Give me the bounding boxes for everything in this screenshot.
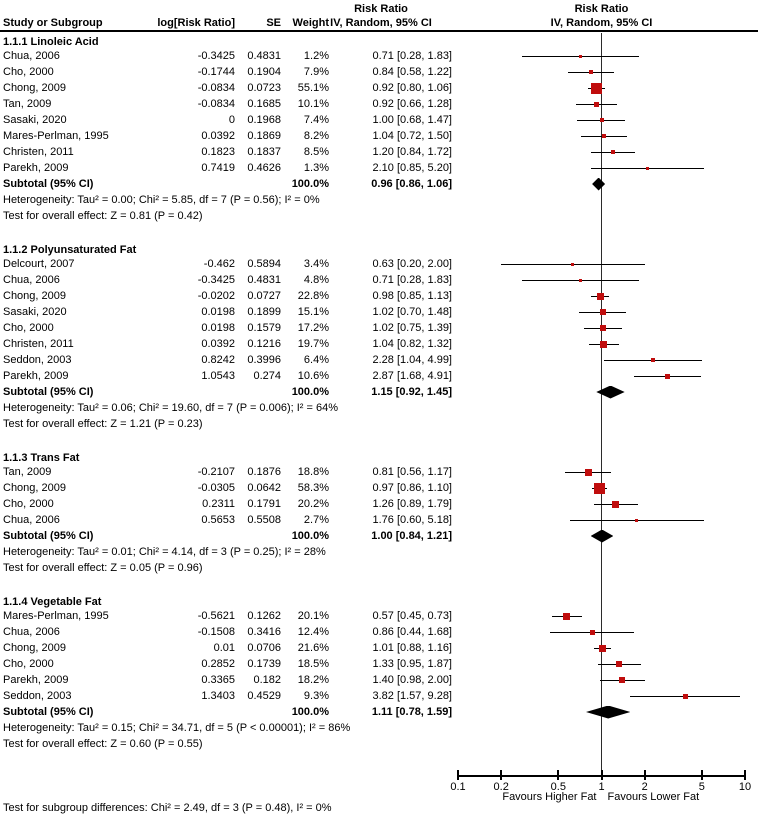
overall-effect-text: Test for overall effect: Z = 0.05 (P = 0.96) xyxy=(3,562,203,574)
study-log-rr: -0.0305 xyxy=(197,482,235,494)
study-weight: 2.7% xyxy=(303,514,329,526)
study-name: Parekh, 2009 xyxy=(3,674,69,686)
study-name: Seddon, 2003 xyxy=(3,690,72,702)
study-name: Cho, 2000 xyxy=(3,322,54,334)
subtotal-label: Subtotal (95% CI) xyxy=(3,386,94,398)
overall-effect-row xyxy=(0,736,758,752)
study-weight: 8.2% xyxy=(303,130,329,142)
study-row xyxy=(0,80,758,96)
study-row xyxy=(0,496,758,512)
study-ci: 1.26 [0.89, 1.79] xyxy=(372,498,452,510)
axis-tick xyxy=(701,770,703,780)
heterogeneity-text: Heterogeneity: Tau² = 0.06; Chi² = 19.60, df = 7 (P = 0.006); I² = 64% xyxy=(3,402,338,414)
study-name: Chong, 2009 xyxy=(3,290,66,302)
section-title: 1.1.2 Polyunsaturated Fat xyxy=(3,244,137,256)
study-name: Sasaki, 2020 xyxy=(3,114,67,126)
study-weight: 7.4% xyxy=(303,114,329,126)
study-name: Chua, 2006 xyxy=(3,50,60,62)
study-se: 0.4831 xyxy=(247,274,281,286)
study-ci: 0.84 [0.58, 1.22] xyxy=(372,66,452,78)
effect-square xyxy=(571,263,574,266)
study-ci: 0.92 [0.80, 1.06] xyxy=(372,82,452,94)
study-weight: 58.3% xyxy=(297,482,329,494)
study-weight: 1.3% xyxy=(303,162,329,174)
study-weight: 18.8% xyxy=(297,466,329,478)
study-se: 0.0723 xyxy=(247,82,281,94)
study-ci: 0.57 [0.45, 0.73] xyxy=(372,610,452,622)
study-se: 0.1876 xyxy=(247,466,281,478)
column-header-iv-random-ci: IV, Random, 95% CI xyxy=(330,17,432,29)
effect-square xyxy=(635,519,638,522)
study-name: Mares-Perlman, 1995 xyxy=(3,130,109,142)
study-weight: 10.1% xyxy=(297,98,329,110)
study-se: 0.0642 xyxy=(247,482,281,494)
study-ci: 0.98 [0.85, 1.13] xyxy=(372,290,452,302)
study-se: 0.5894 xyxy=(247,258,281,270)
subtotal-row xyxy=(0,176,758,192)
study-log-rr: -0.1508 xyxy=(197,626,235,638)
effect-square xyxy=(599,645,606,652)
column-header-study: Study or Subgroup xyxy=(3,17,103,29)
axis-tick-label: 10 xyxy=(738,781,752,793)
study-log-rr: 0.01 xyxy=(213,642,235,654)
subtotal-label: Subtotal (95% CI) xyxy=(3,706,94,718)
study-name: Chua, 2006 xyxy=(3,626,60,638)
study-log-rr: -0.0202 xyxy=(197,290,235,302)
study-ci: 1.40 [0.98, 2.00] xyxy=(372,674,452,686)
study-weight: 17.2% xyxy=(297,322,329,334)
effect-square xyxy=(585,469,592,476)
study-name: Chua, 2006 xyxy=(3,274,60,286)
study-ci: 1.02 [0.70, 1.48] xyxy=(372,306,452,318)
study-ci: 1.04 [0.72, 1.50] xyxy=(372,130,452,142)
effect-square xyxy=(579,279,582,282)
subtotal-weight: 100.0% xyxy=(291,706,329,718)
subgroup-differences-test: Test for subgroup differences: Chi² = 2.49, df = 3 (P = 0.48), I² = 0% xyxy=(3,802,332,814)
favours-right-label: Favours Lower Fat xyxy=(607,791,700,803)
heterogeneity-row xyxy=(0,400,758,416)
study-weight: 19.7% xyxy=(297,338,329,350)
study-row xyxy=(0,288,758,304)
effect-square xyxy=(590,630,595,635)
effect-square xyxy=(619,677,625,683)
effect-square xyxy=(683,694,688,699)
study-ci: 1.20 [0.84, 1.72] xyxy=(372,146,452,158)
study-log-rr: 0.0198 xyxy=(201,306,235,318)
study-se: 0.1216 xyxy=(247,338,281,350)
study-log-rr: 0.3365 xyxy=(201,674,235,686)
study-se: 0.0727 xyxy=(247,290,281,302)
effect-square xyxy=(616,661,622,667)
study-name: Tan, 2009 xyxy=(3,98,52,110)
study-ci: 0.63 [0.20, 2.00] xyxy=(372,258,452,270)
study-name: Seddon, 2003 xyxy=(3,354,72,366)
study-se: 0.1899 xyxy=(247,306,281,318)
study-row xyxy=(0,144,758,160)
study-log-rr: 0.2311 xyxy=(202,498,235,510)
subtotal-weight: 100.0% xyxy=(291,386,329,398)
axis-tick xyxy=(500,770,502,780)
study-log-rr: 0.5653 xyxy=(201,514,235,526)
study-weight: 22.8% xyxy=(297,290,329,302)
study-se: 0.182 xyxy=(253,674,281,686)
section-title: 1.1.3 Trans Fat xyxy=(3,452,80,464)
study-name: Christen, 2011 xyxy=(3,338,74,350)
study-se: 0.1837 xyxy=(247,146,281,158)
overall-effect-text: Test for overall effect: Z = 0.60 (P = 0.55) xyxy=(3,738,203,750)
study-name: Tan, 2009 xyxy=(3,466,52,478)
study-name: Chua, 2006 xyxy=(3,514,60,526)
effect-square xyxy=(646,167,649,170)
study-name: Chong, 2009 xyxy=(3,642,66,654)
study-row xyxy=(0,640,758,656)
study-row xyxy=(0,64,758,80)
column-header-weight: Weight xyxy=(292,17,329,29)
study-ci: 3.82 [1.57, 9.28] xyxy=(372,690,452,702)
study-se: 0.1791 xyxy=(247,498,281,510)
study-ci: 1.00 [0.68, 1.47] xyxy=(372,114,452,126)
study-se: 0.1904 xyxy=(247,66,281,78)
axis-tick-label: 5 xyxy=(698,781,705,793)
study-name: Cho, 2000 xyxy=(3,66,54,78)
header-row-1 xyxy=(0,2,758,16)
study-weight: 3.4% xyxy=(303,258,329,270)
axis-tick xyxy=(744,770,746,780)
axis-tick xyxy=(457,770,459,780)
study-se: 0.1685 xyxy=(247,98,281,110)
study-weight: 15.1% xyxy=(297,306,329,318)
plot-header-iv-random-ci: IV, Random, 95% CI xyxy=(550,17,653,29)
effect-square xyxy=(594,483,605,494)
study-row xyxy=(0,656,758,672)
study-name: Chong, 2009 xyxy=(3,482,66,494)
heterogeneity-text: Heterogeneity: Tau² = 0.00; Chi² = 5.85, df = 7 (P = 0.56); I² = 0% xyxy=(3,194,320,206)
study-se: 0.4529 xyxy=(247,690,281,702)
study-weight: 8.5% xyxy=(303,146,329,158)
heterogeneity-row xyxy=(0,544,758,560)
study-log-rr: 0.0198 xyxy=(201,322,235,334)
study-ci: 1.01 [0.88, 1.16] xyxy=(372,642,452,654)
study-se: 0.1739 xyxy=(247,658,281,670)
study-weight: 20.1% xyxy=(297,610,329,622)
study-se: 0.274 xyxy=(253,370,281,382)
effect-square xyxy=(589,70,593,74)
subtotal-ci: 1.00 [0.84, 1.21] xyxy=(371,530,452,542)
study-log-rr: -0.462 xyxy=(203,258,235,270)
effect-square xyxy=(612,501,619,508)
study-se: 0.0706 xyxy=(247,642,281,654)
study-name: Cho, 2000 xyxy=(3,658,54,670)
study-name: Cho, 2000 xyxy=(3,498,54,510)
study-log-rr: 0.0392 xyxy=(201,130,235,142)
study-weight: 12.4% xyxy=(297,626,329,638)
study-se: 0.1579 xyxy=(247,322,281,334)
study-ci: 1.04 [0.82, 1.32] xyxy=(372,338,452,350)
study-log-rr: 0.0392 xyxy=(201,338,235,350)
study-name: Parekh, 2009 xyxy=(3,162,69,174)
subtotal-ci: 0.96 [0.86, 1.06] xyxy=(371,178,452,190)
study-se: 0.4626 xyxy=(247,162,281,174)
heterogeneity-text: Heterogeneity: Tau² = 0.15; Chi² = 34.71, df = 5 (P < 0.00001); I² = 86% xyxy=(3,722,351,734)
plot-header-risk-ratio: Risk Ratio xyxy=(574,3,629,15)
study-name: Chong, 2009 xyxy=(3,82,66,94)
overall-effect-row xyxy=(0,416,758,432)
effect-square xyxy=(600,325,606,331)
study-se: 0.5508 xyxy=(247,514,281,526)
axis-tick xyxy=(557,770,559,780)
study-ci: 0.86 [0.44, 1.68] xyxy=(372,626,452,638)
study-weight: 21.6% xyxy=(297,642,329,654)
axis-tick xyxy=(601,770,603,780)
study-ci: 2.87 [1.68, 4.91] xyxy=(372,370,452,382)
column-header-risk-ratio: Risk Ratio xyxy=(354,3,408,15)
study-log-rr: -0.2107 xyxy=(197,466,235,478)
study-se: 0.1869 xyxy=(247,130,281,142)
study-name: Christen, 2011 xyxy=(3,146,74,158)
study-ci: 1.76 [0.60, 5.18] xyxy=(372,514,452,526)
study-log-rr: 1.0543 xyxy=(201,370,235,382)
study-weight: 1.2% xyxy=(303,50,329,62)
heterogeneity-row xyxy=(0,192,758,208)
overall-effect-row xyxy=(0,560,758,576)
effect-square xyxy=(600,118,604,122)
heterogeneity-row xyxy=(0,720,758,736)
study-log-rr: 0.1823 xyxy=(201,146,235,158)
study-ci: 0.71 [0.28, 1.83] xyxy=(372,50,452,62)
column-header-se: SE xyxy=(266,17,281,29)
study-log-rr: -0.0834 xyxy=(197,82,235,94)
column-header-log-risk-ratio: log[Risk Ratio] xyxy=(157,17,235,29)
study-se: 0.1262 xyxy=(247,610,281,622)
subtotal-weight: 100.0% xyxy=(291,530,329,542)
subtotal-row xyxy=(0,704,758,720)
study-log-rr: -0.5621 xyxy=(197,610,235,622)
subtotal-weight: 100.0% xyxy=(291,178,329,190)
subtotal-label: Subtotal (95% CI) xyxy=(3,530,94,542)
section-title: 1.1.1 Linoleic Acid xyxy=(3,36,99,48)
study-se: 0.4831 xyxy=(247,50,281,62)
axis-tick-label: 2 xyxy=(641,781,648,793)
study-weight: 10.6% xyxy=(297,370,329,382)
study-weight: 55.1% xyxy=(297,82,329,94)
overall-effect-text: Test for overall effect: Z = 0.81 (P = 0.42) xyxy=(3,210,203,222)
study-log-rr: 1.3403 xyxy=(201,690,235,702)
study-row xyxy=(0,48,758,64)
heterogeneity-text: Heterogeneity: Tau² = 0.01; Chi² = 4.14, df = 3 (P = 0.25); I² = 28% xyxy=(3,546,326,558)
effect-square xyxy=(611,150,615,154)
study-ci: 0.92 [0.66, 1.28] xyxy=(372,98,452,110)
subtotal-row xyxy=(0,528,758,544)
study-weight: 7.9% xyxy=(303,66,329,78)
subtotal-row xyxy=(0,384,758,400)
study-row xyxy=(0,480,758,496)
study-row xyxy=(0,464,758,480)
study-name: Parekh, 2009 xyxy=(3,370,69,382)
section-title: 1.1.4 Vegetable Fat xyxy=(3,596,102,608)
subtotal-ci: 1.15 [0.92, 1.45] xyxy=(371,386,452,398)
study-ci: 2.10 [0.85, 5.20] xyxy=(372,162,452,174)
study-ci: 0.81 [0.56, 1.17] xyxy=(372,466,452,478)
study-ci: 2.28 [1.04, 4.99] xyxy=(372,354,452,366)
study-weight: 20.2% xyxy=(297,498,329,510)
study-row xyxy=(0,96,758,112)
study-ci: 1.33 [0.95, 1.87] xyxy=(372,658,452,670)
study-se: 0.1968 xyxy=(247,114,281,126)
study-row xyxy=(0,336,758,352)
study-ci: 0.71 [0.28, 1.83] xyxy=(372,274,452,286)
axis-tick-label: 0.1 xyxy=(450,781,466,793)
study-weight: 18.2% xyxy=(297,674,329,686)
study-row xyxy=(0,272,758,288)
axis-tick-label: 0.5 xyxy=(550,781,566,793)
study-weight: 4.8% xyxy=(303,274,329,286)
study-log-rr: 0.8242 xyxy=(201,354,235,366)
study-row xyxy=(0,128,758,144)
header-divider xyxy=(0,30,758,32)
study-log-rr: 0 xyxy=(228,114,235,126)
study-name: Mares-Perlman, 1995 xyxy=(3,610,109,622)
study-se: 0.3416 xyxy=(247,626,281,638)
effect-square xyxy=(563,613,570,620)
study-log-rr: -0.3425 xyxy=(197,274,235,286)
study-se: 0.3996 xyxy=(247,354,281,366)
favours-left-label: Favours Higher Fat xyxy=(502,791,597,803)
effect-square xyxy=(600,309,606,315)
study-row xyxy=(0,320,758,336)
study-row xyxy=(0,624,758,640)
effect-square xyxy=(600,341,607,348)
effect-square xyxy=(597,293,604,300)
header-row-2 xyxy=(0,16,758,30)
study-name: Delcourt, 2007 xyxy=(3,258,75,270)
effect-square xyxy=(591,83,602,94)
study-weight: 6.4% xyxy=(303,354,329,366)
axis-tick-label: 0.2 xyxy=(493,781,509,793)
subtotal-label: Subtotal (95% CI) xyxy=(3,178,94,190)
effect-square xyxy=(651,358,655,362)
overall-effect-row xyxy=(0,208,758,224)
study-log-rr: -0.1744 xyxy=(197,66,235,78)
study-log-rr: -0.3425 xyxy=(197,50,235,62)
study-name: Sasaki, 2020 xyxy=(3,306,67,318)
study-log-rr: 0.7419 xyxy=(201,162,235,174)
effect-square xyxy=(579,55,582,58)
effect-square xyxy=(602,134,606,138)
study-weight: 9.3% xyxy=(303,690,329,702)
effect-square xyxy=(665,374,670,379)
study-row xyxy=(0,608,758,624)
subtotal-ci: 1.11 [0.78, 1.59] xyxy=(371,706,452,718)
overall-effect-text: Test for overall effect: Z = 1.21 (P = 0.23) xyxy=(3,418,203,430)
axis-tick-label: 1 xyxy=(598,781,605,793)
study-log-rr: -0.0834 xyxy=(197,98,235,110)
study-row xyxy=(0,112,758,128)
effect-square xyxy=(594,102,599,107)
study-ci: 1.02 [0.75, 1.39] xyxy=(372,322,452,334)
study-ci: 0.97 [0.86, 1.10] xyxy=(372,482,452,494)
study-row xyxy=(0,304,758,320)
axis-tick xyxy=(644,770,646,780)
study-log-rr: 0.2852 xyxy=(201,658,235,670)
study-weight: 18.5% xyxy=(297,658,329,670)
